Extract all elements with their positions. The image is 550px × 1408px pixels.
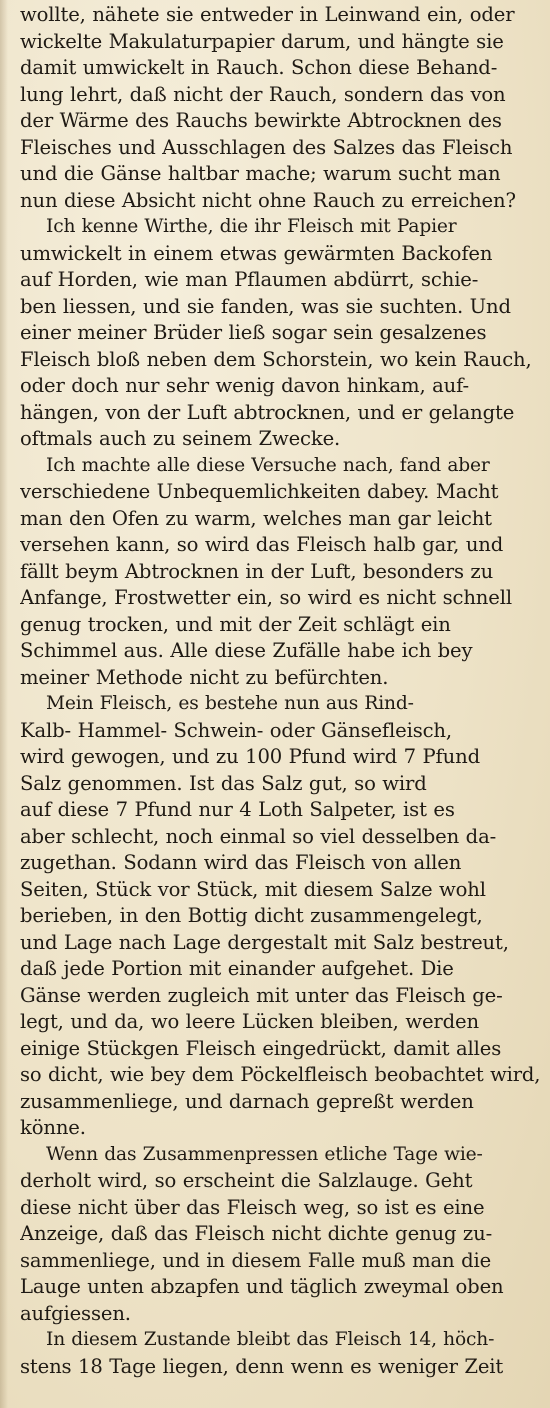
text-line: nun diese Absicht nicht ohne Rauch zu erreichen? xyxy=(20,188,516,212)
text-line: Lauge unten abzapfen und täglich zweymal oben xyxy=(20,1275,504,1298)
text-line: Anfange, Frostwetter ein, so wird es nicht schnell xyxy=(20,586,512,609)
text-line: Anzeige, daß das Fleisch nicht dichte genug zu- xyxy=(20,1222,493,1245)
text-line: genug trocken, und mit der Zeit schlägt ein xyxy=(20,612,451,636)
text-line: einige Stückgen Fleisch eingedrückt, damit alles xyxy=(20,1036,502,1060)
text-line: diese nicht über das Fleisch weg, so ist es eine xyxy=(20,1195,485,1219)
text-line: könne. xyxy=(20,1116,86,1139)
text-line: Fleisch bloß neben dem Schorstein, wo kein Rauch, xyxy=(20,347,532,371)
text-line: Gänse werden zugleich mit unter das Fleisch ge- xyxy=(20,983,503,1007)
text-line: auf Horden, wie man Pflaumen abdürrt, schie- xyxy=(20,268,479,291)
text-line: und Lage nach Lage dergestalt mit Salz bestreut, xyxy=(20,930,509,954)
text-line: In diesem Zustande bleibt das Fleisch 14, höch- xyxy=(46,1329,495,1350)
paragraph xyxy=(20,453,540,692)
text-line: hängen, von der Luft abtrocknen, und er gelangte xyxy=(20,400,515,424)
text-line: verschiedene Unbequemlichkeiten dabey. Macht xyxy=(20,480,499,503)
text-line: daß jede Portion mit einander aufgehet. Die xyxy=(20,957,454,980)
paragraph xyxy=(20,1327,540,1380)
paragraph xyxy=(20,2,540,214)
text-line: fällt beym Abtrocknen in der Luft, besonders zu xyxy=(20,559,494,583)
text-line: aber schlecht, noch einmal so viel desselben da- xyxy=(20,824,497,848)
text-line: Mein Fleisch, es bestehe nun aus Rind- xyxy=(46,693,414,714)
text-line: versehen kann, so wird das Fleisch halb gar, und xyxy=(20,533,504,556)
text-line: und die Gänse haltbar mache; warum sucht man xyxy=(20,162,501,185)
text-line: derholt wird, so erscheint die Salzlauge. Geht xyxy=(20,1169,473,1192)
text-line: meiner Methode nicht zu befürchten. xyxy=(20,665,389,689)
text-line: der Wärme des Rauchs bewirkte Abtrocknen des xyxy=(20,109,502,132)
text-line: Seiten, Stück vor Stück, mit diesem Salze wohl xyxy=(20,877,486,901)
text-line: Ich kenne Wirthe, die ihr Fleisch mit Papier xyxy=(46,216,457,237)
text-column xyxy=(20,2,540,1380)
text-line: Wenn das Zusammenpressen etliche Tage wie- xyxy=(46,1143,483,1165)
text-line: Kalb- Hammel- Schwein- oder Gänsefleisch, xyxy=(20,718,452,742)
text-line: ben liessen, und sie fanden, was sie suchten. Und xyxy=(20,294,511,318)
page-edge-shadow xyxy=(0,0,8,1408)
text-line: damit umwickelt in Rauch. Schon diese Behand- xyxy=(20,56,498,79)
text-line: aufgiessen. xyxy=(20,1301,131,1325)
text-line: lung lehrt, daß nicht der Rauch, sondern das von xyxy=(20,82,506,106)
text-line: Schimmel aus. Alle diese Zufälle habe ich bey xyxy=(20,639,473,662)
text-line: sammenliege, und in diesem Falle muß man die xyxy=(20,1248,492,1272)
text-line: man den Ofen zu warm, welches man gar leicht xyxy=(20,506,492,530)
text-line: so dicht, wie bey dem Pöckelfleisch beobachtet wird, xyxy=(20,1063,540,1086)
text-line: auf diese 7 Pfund nur 4 Loth Salpeter, ist es xyxy=(20,798,455,821)
text-line: oder doch nur sehr wenig davon hinkam, auf- xyxy=(20,374,469,397)
text-line: umwickelt in einem etwas gewärmten Backofen xyxy=(20,241,493,265)
text-line: Ich machte alle diese Versuche nach, fand aber xyxy=(46,454,490,476)
text-line: einer meiner Brüder ließ sogar sein gesalzenes xyxy=(20,321,487,344)
text-line: stens 18 Tage liegen, denn wenn es weniger Zeit xyxy=(20,1354,504,1378)
paragraph xyxy=(20,691,540,1142)
text-line: Fleisches und Ausschlagen des Salzes das Fleisch xyxy=(20,135,513,159)
text-line: wickelte Makulaturpapier darum, und hängte sie xyxy=(20,29,504,53)
text-line: zusammenliege, und darnach gepreßt werden xyxy=(20,1089,474,1113)
text-line: wird gewogen, und zu 100 Pfund wird 7 Pfund xyxy=(20,745,480,768)
text-line: Salz genommen. Ist das Salz gut, so wird xyxy=(20,771,427,795)
text-line: legt, und da, wo leere Lücken bleiben, werden xyxy=(20,1010,479,1033)
paragraph xyxy=(20,1142,540,1328)
paragraph xyxy=(20,214,540,453)
text-line: oftmals auch zu seinem Zwecke. xyxy=(20,427,341,450)
text-line: zugethan. Sodann wird das Fleisch von allen xyxy=(20,851,462,874)
text-line: berieben, in den Bottig dicht zusammengelegt, xyxy=(20,904,483,927)
text-line: wollte, nähete sie entweder in Leinwand ein, oder xyxy=(20,3,515,26)
